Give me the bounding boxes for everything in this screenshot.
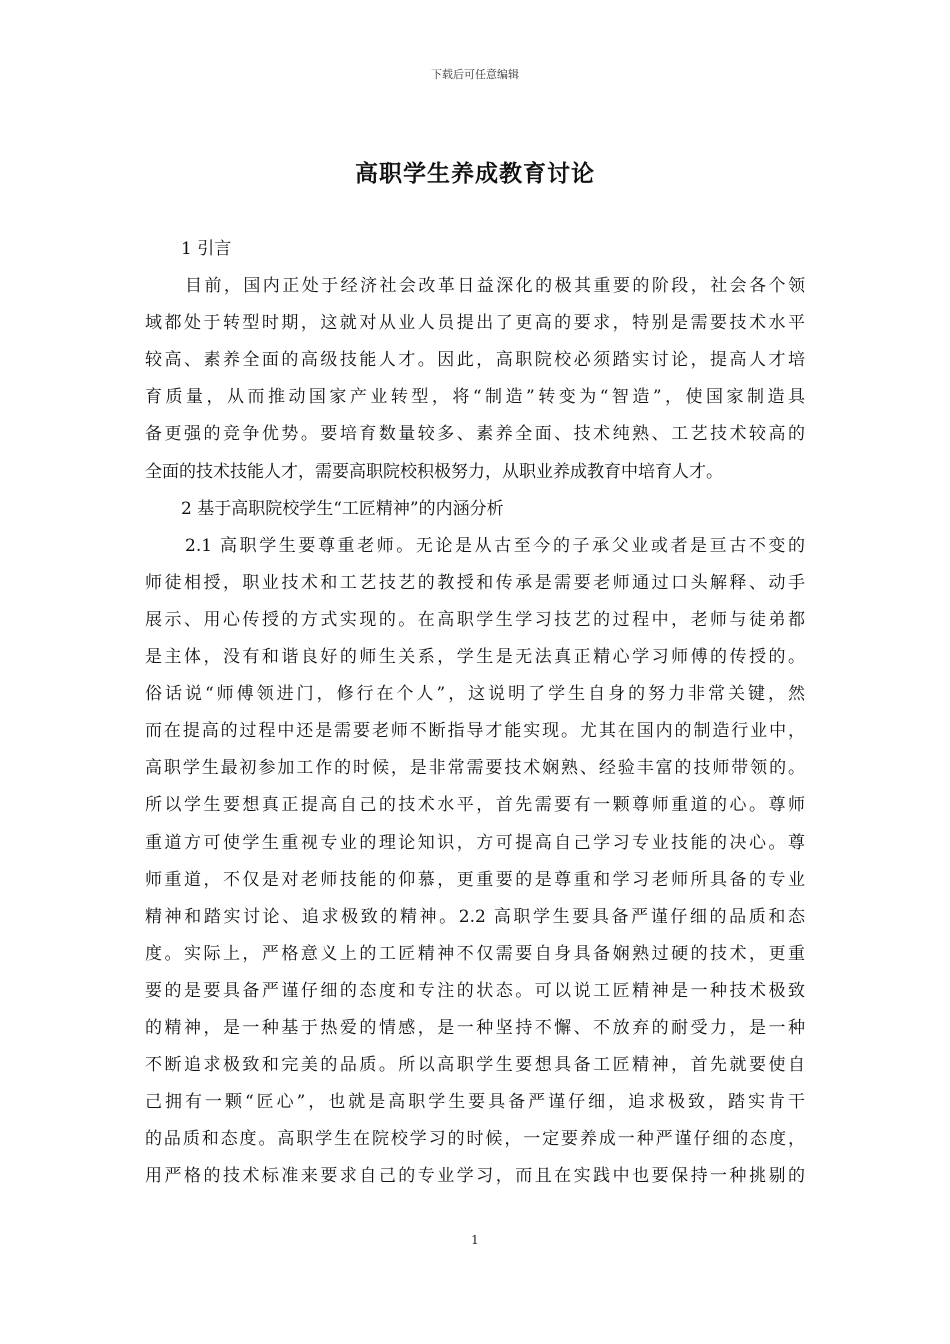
page-number: 1 [471,1233,479,1247]
paragraph-line: 高职学生最初参加工作的时候，是非常需要技术娴熟、经验丰富的技师带领的。 [145,758,805,779]
page-header: 下载后可任意编辑 [431,68,519,81]
paragraph-line: 目前，国内正处于经济社会改革日益深化的极其重要的阶段，社会各个领 [185,276,805,297]
paragraph-line: 师重道，不仅是对老师技能的仰慕，更重要的是尊重和学习老师所具备的专业 [145,869,805,890]
paragraph-line: 较高、素养全面的高级技能人才。因此，高职院校必须踏实讨论，提高人才培 [145,350,805,371]
paragraph-line: 展示、用心传授的方式实现的。在高职学生学习技艺的过程中，老师与徒弟都 [145,609,805,630]
paragraph-line: 师徒相授，职业技术和工艺技艺的教授和传承是需要老师通过口头解释、动手 [145,572,805,593]
paragraph-line: 备更强的竞争优势。要培育数量较多、素养全面、技术纯熟、工艺技术较高的 [145,424,805,445]
paragraph-line: 精神和踏实讨论、追求极致的精神。2.2 高职学生要具备严谨仔细的品质和态 [145,906,805,927]
paragraph-line: 是主体，没有和谐良好的师生关系，学生是无法真正精心学习师傅的传授的。 [145,647,805,668]
paragraph-line: 2.1 高职学生要尊重老师。无论是从古至今的子承父业或者是亘古不变的 [185,535,805,556]
section-heading: 1 引言 [181,239,232,259]
paragraph-line: 要的是要具备严谨仔细的态度和专注的状态。可以说工匠精神是一种技术极致 [145,980,805,1001]
paragraph-line: 的品质和态度。高职学生在院校学习的时候，一定要养成一种严谨仔细的态度， [145,1129,805,1150]
paragraph-line: 己拥有一颗“匠心”，也就是高职学生要具备严谨仔细，追求极致，踏实肯干 [145,1092,805,1113]
document-body [145,231,805,1195]
paragraph-line: 所以学生要想真正提高自己的技术水平，首先需要有一颗尊师重道的心。尊师 [145,795,805,816]
paragraph-line: 育质量，从而推动国家产业转型，将“制造”转变为“智造”，使国家制造具 [145,387,805,408]
paragraph-line: 不断追求极致和完美的品质。所以高职学生要想具备工匠精神，首先就要使自 [145,1055,805,1076]
paragraph-line: 而在提高的过程中还是需要老师不断指导才能实现。尤其在国内的制造行业中， [145,721,805,742]
paragraph-line: 重道方可使学生重视专业的理论知识，方可提高自己学习专业技能的决心。尊 [145,832,805,853]
paragraph-line: 域都处于转型时期，这就对从业人员提出了更高的要求，特别是需要技术水平 [145,313,805,334]
paragraph-line: 俗话说“师傅领进门，修行在个人”，这说明了学生自身的努力非常关键，然 [145,684,805,705]
document-title: 高职学生养成教育讨论 [355,160,595,187]
paragraph-line: 用严格的技术标准来要求自己的专业学习，而且在实践中也要保持一种挑剔的 [145,1166,805,1187]
paragraph-line: 的精神，是一种基于热爱的情感，是一种坚持不懈、不放弃的耐受力，是一种 [145,1017,805,1038]
section-heading: 2 基于高职院校学生“工匠精神”的内涵分析 [181,498,504,519]
paragraph-line: 度。实际上，严格意义上的工匠精神不仅需要自身具备娴熟过硬的技术，更重 [145,943,805,964]
paragraph-line: 全面的技术技能人才，需要高职院校积极努力，从职业养成教育中培育人才。 [145,461,723,482]
